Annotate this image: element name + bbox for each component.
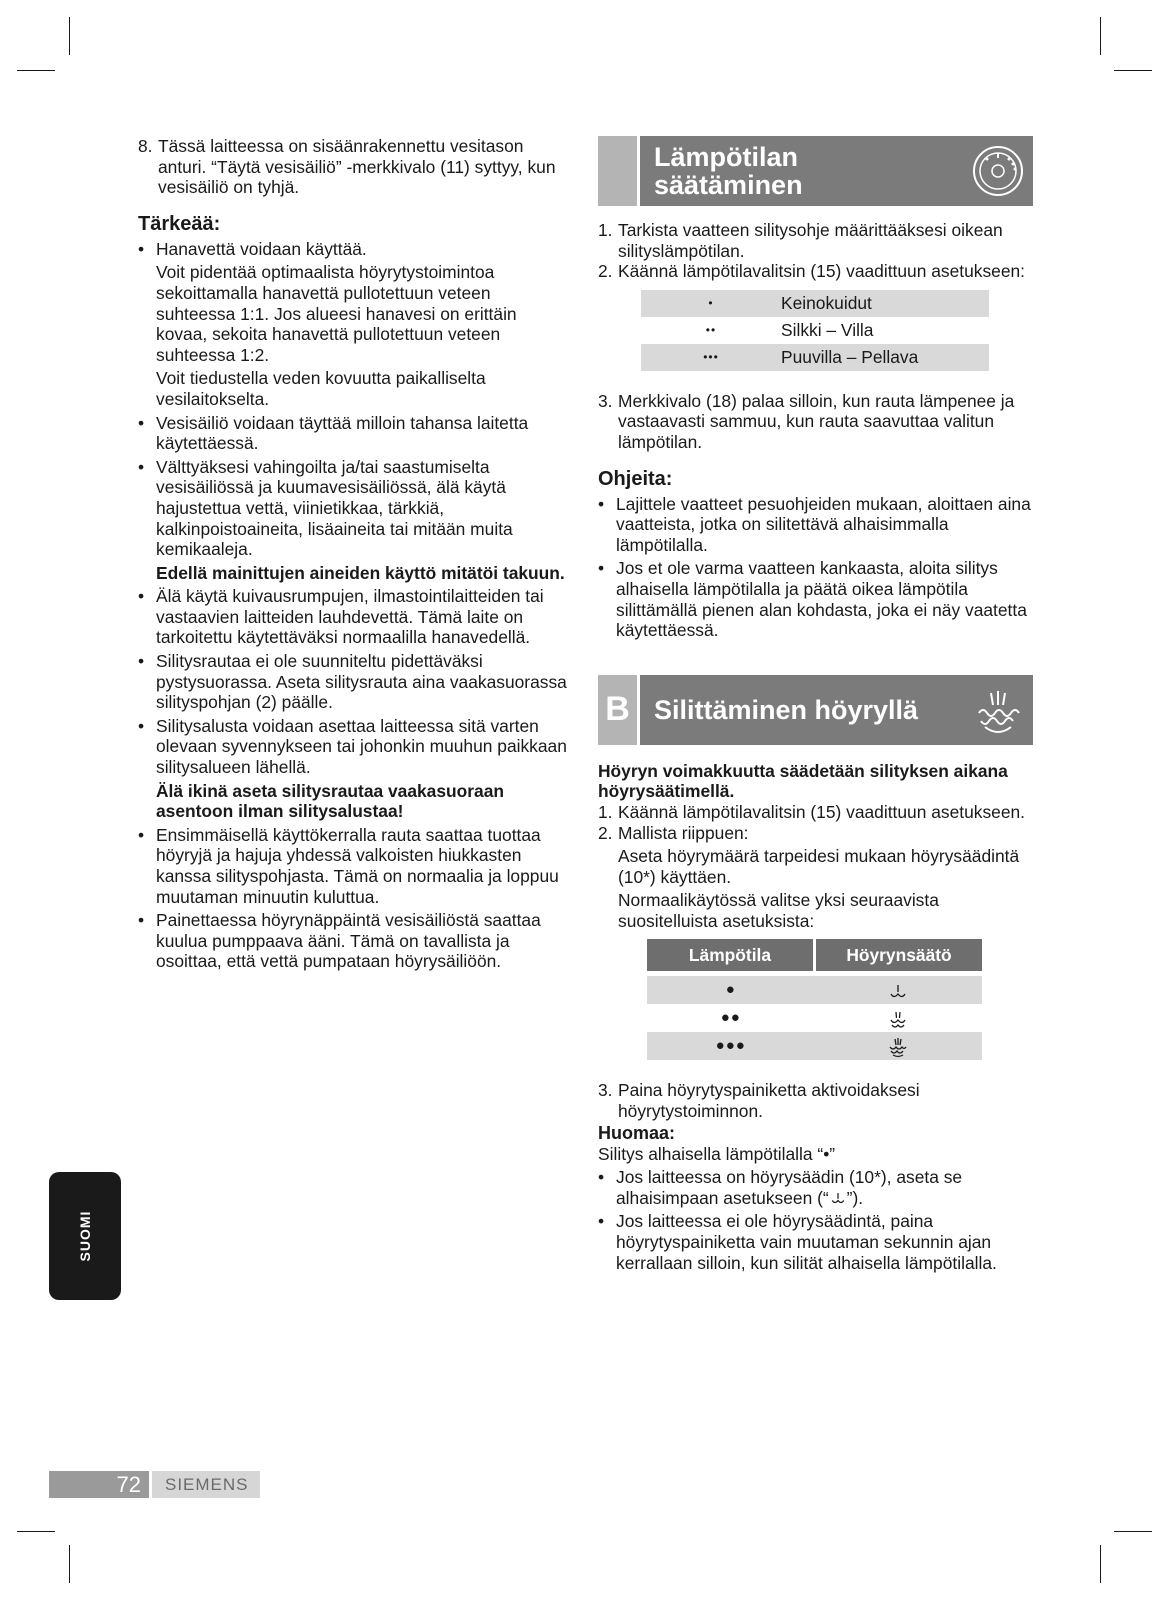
crop-mark [17,1531,55,1532]
bullet: • [138,456,145,477]
steam-intro: Höyryn voimakkuutta säädetään silityksen aikana höyrysäätimellä. [598,760,1008,802]
item-text: Hanavettä voidaan käyttää. [156,238,367,259]
temperature-dial-icon [971,144,1025,198]
list-item [138,716,570,778]
temperature-dots: ●●● [647,1032,815,1060]
item-text: Älä käytä kuivausrumpujen, ilmastointilaitteiden tai vastaavien laitteiden lauhdevettä. Tämä laite on tarkoitettu käytettäväksi normaalilla hanavedellä. [156,586,544,648]
list-item [138,457,570,560]
crop-mark [1114,70,1152,71]
section-letter: B [598,675,640,745]
note-line: Silitys alhaisella lämpötilalla “•” [598,1143,836,1164]
column-header: Lämpötila [647,939,815,971]
list-item [138,651,570,713]
item-number: 2. [598,822,613,843]
section-title-bar [640,675,1033,745]
steam-level-3-icon [887,1036,909,1058]
steam-level-2-icon [887,1008,909,1030]
item-number: 8. [138,136,153,156]
section-title-bar [640,136,1033,206]
table-row [647,1032,982,1060]
item-number: 1. [598,801,613,822]
bullet: • [138,715,145,736]
steam-section-header [598,675,1033,745]
list-item [598,391,1033,453]
item-text: Tässä laitteessa on sisäänrakennettu vesitason anturi. “Täytä vesisäiliö” -merkkivalo (11) syttyy, kun vesisäiliö on tyhjä. [158,136,556,198]
item-number: 2. [598,261,613,282]
item-text: Ensimmäisellä käyttökerralla rauta saattaa tuottaa höyryjä ja hajuja yhdessä valkoisten hiukkasten kanssa silityspohjasta. Tämä on normaalia ja loppuu muutaman minuutin kuluttua. [156,824,559,907]
crop-mark [69,1545,70,1583]
list-item [598,494,1033,556]
temperature-table [641,290,989,371]
list-item [138,413,570,454]
bullet: • [598,1211,605,1232]
item-text: Tarkista vaatteen silitysohje määrittääksesi oikean silityslämpötilan. [618,220,1003,261]
crop-mark [17,70,55,71]
steam-level-cell [815,976,983,1004]
note-heading: Huomaa: [598,1122,676,1143]
temperature-dots: ••• [641,344,781,371]
bullet: • [138,238,145,259]
left-column [138,136,570,972]
bullet: • [598,493,605,514]
temperature-dots: ● [647,976,815,1004]
item-text: Paina höyrytyspainiketta aktivoidaksesi höyrytystoiminnon. [618,1080,920,1122]
table-row [641,290,989,317]
language-label: SUOMI [77,1210,93,1262]
section-title: Silittäminen höyryllä [654,694,919,725]
temperature-dots: ●● [720,1009,741,1027]
tips-heading: Ohjeita: [598,467,673,490]
fabric-type: Silkki – Villa [781,319,874,340]
bullet: • [598,558,605,579]
item-text: Jos et ole varma vaatteen kankaasta, aloita silitys alhaisella lämpötilalla ja päätä oikea lämpötila silittämällä pienen alan kohdasta, joka ei näy vaatetta käytettäessä. [616,558,1027,641]
bullet: • [138,586,145,607]
warning-text: Älä ikinä aseta silitysrautaa vaakasuoraan asentoon ilman silitysalustaa! [156,780,505,822]
paragraph: Normaalikäytössä valitse yksi seuraavista suositelluista asetuksista: [618,890,939,931]
bullet: • [138,412,145,433]
paragraph: Voit pidentää optimaalista höyrytystoimintoa sekoittamalla hanavettä pullotettuun veteen suhteessa 1:1. Jos alueesi hanavesi on erittäin kovaa, sekoita hanavettä pullotettuun veteen suhteessa 1:2. [156,262,517,365]
steam-settings-table [647,939,982,1060]
steam-icon [971,683,1025,737]
title-line: säätäminen [654,170,803,200]
steam-level-1-icon [887,980,909,1002]
item-number: 1. [598,220,613,240]
temperature-section-header [598,136,1033,206]
brand-name: SIEMENS [152,1471,260,1498]
table-row [641,344,989,371]
item-text: Käännä lämpötilavalitsin (15) vaadittuun asetukseen: [618,261,1025,282]
list-item [598,1167,1033,1208]
item-text: Välttyäksesi vahingoilta ja/tai saastumiselta vesisäiliössä ja kuumavesisäiliössä, älä käytä hajustettua vettä, viinietikkaa, tärkkiä, kalkinpoistoaineita, lisäaineita tai mitään muita kemikaaleja. [156,456,513,560]
column-header: Höyrynsäätö [815,939,983,971]
page-number: 72 [49,1471,149,1498]
item-text-part: Jos laitteessa on höyrysäädin (10*), aseta se alhaisimpaan asetukseen (“ [616,1167,963,1208]
fabric-type: Keinokuidut [781,290,989,317]
list-item [598,823,1033,844]
item-text-part: ”). [846,1187,864,1208]
table-row [647,976,982,1004]
list-item [138,825,570,907]
item-text: Merkkivalo (18) palaa silloin, kun rauta lämpenee ja vastaavasti sammuu, kun rauta saavuttaa valitun lämpötilan. [618,390,1015,452]
temperature-dots: •• [705,322,717,337]
steam-level-cell [815,1032,983,1060]
bullet: • [138,910,145,931]
crop-mark [69,17,70,55]
list-item [598,261,1033,282]
list-item [598,802,1033,823]
item-number: 3. [598,1080,613,1101]
list-item [138,136,570,198]
item-text: Silitysrautaa ei ole suunniteltu pidettäväksi pystysuorassa. Aseta silitysrauta aina vaakasuorassa silityspohjan (2) päälle. [156,651,567,713]
table-row [647,1004,982,1032]
list-item [138,239,570,260]
crop-mark [1100,1545,1101,1583]
item-text: Silitysalusta voidaan asettaa laitteessa sitä varten olevaan syvennykseen tai johonkin muuhun paikkaan silitysalueen lähellä. [156,715,567,778]
item-text: Mallista riippuen: [618,822,749,843]
fabric-type: Puuvilla – Pellava [781,344,989,371]
item-number: 3. [598,390,613,411]
section-tab [598,136,640,206]
list-item [598,220,1033,261]
bullet: • [598,1167,605,1188]
item-text: Käännä lämpötilavalitsin (15) vaadittuun asetukseen. [618,801,1025,822]
item-text: Vesisäiliö voidaan täyttää milloin tahansa laitetta käytettäessä. [156,412,529,454]
temperature-dots: • [641,290,781,317]
list-item [138,586,570,648]
item-text: Jos laitteessa ei ole höyrysäädintä, paina höyrytyspainiketta vain muutaman sekunnin ajan kerrallaan silloin, kun silität alhaisella lämpötilalla. [616,1211,997,1273]
list-item [138,910,570,972]
title-line: Lämpötilan [654,142,799,172]
crop-mark [1114,1531,1152,1532]
steam-level-1-icon [829,1189,847,1207]
item-text: Lajittele vaatteet pesuohjeiden mukaan, aloittaen aina vaatteista, jotka on silitettävä alhaisimmalla lämpötilalla. [616,493,1031,555]
important-heading: Tärkeää: [138,212,221,235]
paragraph: Aseta höyrymäärä tarpeidesi mukaan höyrysäädintä (10*) käyttäen. [618,846,1020,887]
warning-text: Edellä mainittujen aineiden käyttö mitätöi takuun. [156,562,565,583]
item-text: Painettaessa höyrynäppäintä vesisäiliöstä saattaa kuulua pumppaava ääni. Tämä on tavallista ja osoittaa, että vettä pumpataan höyrysäiliöön. [156,910,541,972]
bullet: • [138,824,145,845]
bullet: • [138,651,145,672]
crop-mark [1100,17,1101,55]
list-item [598,1080,1033,1121]
language-tab [49,1172,121,1300]
steam-level-cell [815,1004,983,1032]
list-item [598,558,1033,640]
right-column [598,136,1033,1273]
item-text [616,1167,1033,1208]
section-title [654,143,803,199]
list-item [598,1211,1033,1273]
table-row [641,317,989,344]
paragraph: Voit tiedustella veden kovuutta paikalliselta vesilaitokselta. [156,368,486,409]
table-header-row [647,939,982,971]
